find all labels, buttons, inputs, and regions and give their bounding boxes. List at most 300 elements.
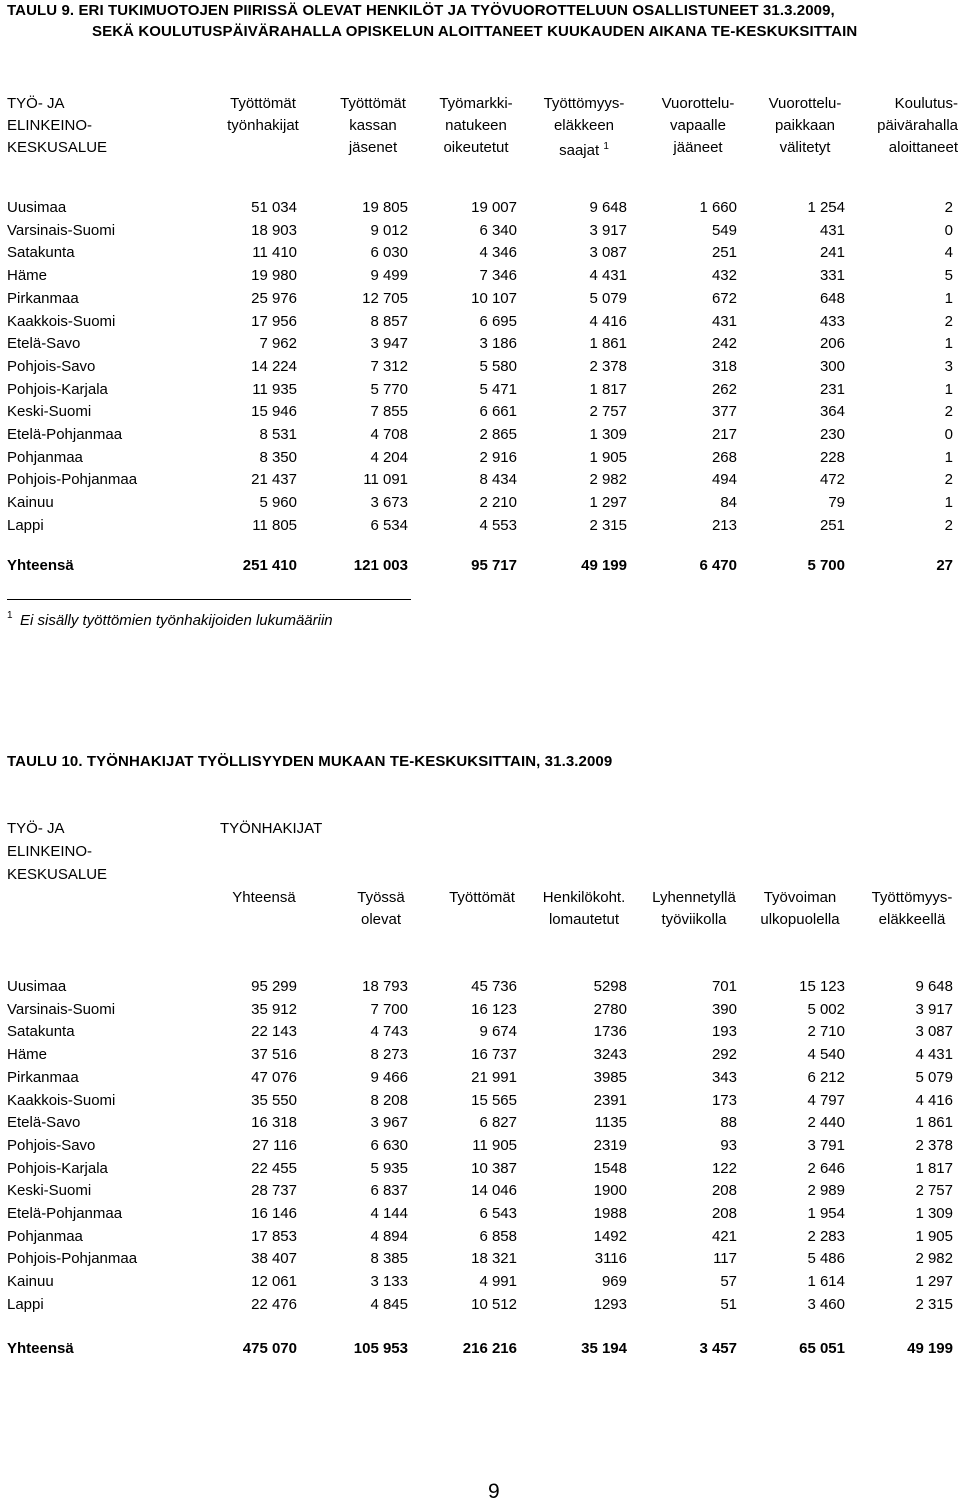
region-name: Yhteensä	[7, 1340, 74, 1357]
cell-col6: 1	[944, 381, 953, 398]
cell-col3: 1 309	[589, 426, 627, 443]
region-name: Pohjois-Karjala	[7, 1160, 108, 1177]
cell-col2: 6 340	[479, 222, 517, 239]
cell-col0: 8 531	[259, 426, 297, 443]
cell-col4: 1 660	[699, 199, 737, 216]
region-name: Etelä-Pohjanmaa	[7, 1205, 123, 1222]
t9-table-row	[0, 469, 960, 491]
region-name: Etelä-Savo	[7, 1114, 81, 1131]
cell-col2: 4 991	[479, 1273, 517, 1290]
cell-col5: 6 212	[807, 1069, 845, 1086]
t9-table-row	[0, 288, 960, 310]
cell-col1: 6 837	[370, 1182, 408, 1199]
cell-col0: 475 070	[242, 1340, 297, 1357]
t9-col2-header-line3: oikeutetut	[443, 139, 509, 156]
region-name: Uusimaa	[7, 199, 67, 216]
t10-table-row	[0, 1248, 960, 1270]
cell-col6: 0	[944, 222, 953, 239]
cell-col1: 4 743	[370, 1023, 408, 1040]
cell-col2: 6 827	[479, 1114, 517, 1131]
t9-table-row	[0, 401, 960, 423]
t10-table-row	[0, 1067, 960, 1089]
t10-table-row	[0, 1294, 960, 1316]
cell-col2: 7 346	[479, 267, 517, 284]
t10-col1-header-line2: olevat	[360, 911, 402, 928]
region-name: Kainuu	[7, 494, 54, 511]
cell-col1: 3 967	[370, 1114, 408, 1131]
cell-col4: 268	[711, 449, 737, 466]
cell-col6: 4	[944, 244, 953, 261]
cell-col3: 2391	[593, 1092, 627, 1109]
cell-col6: 2 757	[915, 1182, 953, 1199]
cell-col3: 1988	[593, 1205, 627, 1222]
t9-table-row	[0, 356, 960, 378]
cell-col5: 1 954	[807, 1205, 845, 1222]
cell-col4: 343	[711, 1069, 737, 1086]
cell-col3: 1 297	[589, 494, 627, 511]
cell-col4: 262	[711, 381, 737, 398]
cell-col0: 19 980	[251, 267, 297, 284]
cell-col6: 2 378	[915, 1137, 953, 1154]
t9-col1-header-line3: jäsenet	[348, 139, 398, 156]
region-name: Keski-Suomi	[7, 1182, 92, 1199]
cell-col4: 432	[711, 267, 737, 284]
cell-col2: 11 905	[472, 1137, 517, 1154]
cell-col5: 206	[819, 335, 845, 352]
t9-col1-header-line1: Työttömät	[340, 95, 406, 112]
region-name: Pirkanmaa	[7, 1069, 79, 1086]
cell-col5: 65 051	[799, 1340, 845, 1357]
cell-col2: 9 674	[479, 1023, 517, 1040]
cell-col3: 969	[601, 1273, 627, 1290]
cell-col2: 8 434	[479, 471, 517, 488]
cell-col6: 1	[944, 494, 953, 511]
t10-table-row	[0, 1180, 960, 1202]
region-name: Yhteensä	[7, 557, 74, 574]
cell-col2: 10 512	[471, 1296, 517, 1313]
cell-col1: 4 894	[370, 1228, 408, 1245]
cell-col5: 5 700	[807, 557, 845, 574]
t10-col4-header-line2: työviikolla	[661, 911, 727, 928]
t9-col3-header-line1: Työttömyys-	[543, 95, 625, 112]
cell-col0: 12 061	[251, 1273, 297, 1290]
cell-col6: 0	[944, 426, 953, 443]
cell-col6: 2	[944, 403, 953, 420]
cell-col3: 1736	[593, 1023, 627, 1040]
t10-table-row	[0, 1021, 960, 1043]
t10-col2-header-line1: Työttömät	[449, 889, 515, 906]
cell-col0: 21 437	[251, 471, 297, 488]
region-name: Etelä-Pohjanmaa	[7, 426, 123, 443]
cell-col2: 95 717	[471, 557, 517, 574]
cell-col4: 208	[711, 1182, 737, 1199]
cell-col3: 4 431	[589, 267, 627, 284]
t9-table-row	[0, 265, 960, 287]
cell-col4: 421	[711, 1228, 737, 1245]
t9-table-row	[0, 242, 960, 264]
cell-col6: 1 309	[915, 1205, 953, 1222]
cell-col3: 2 982	[589, 471, 627, 488]
cell-col1: 105 953	[353, 1340, 408, 1357]
cell-col5: 648	[819, 290, 845, 307]
t10-table-row	[0, 1090, 960, 1112]
region-name: Pohjois-Pohjanmaa	[7, 1250, 138, 1267]
t10-region-header-line2: ELINKEINO-	[7, 843, 93, 860]
cell-col4: 431	[711, 313, 737, 330]
cell-col5: 5 002	[807, 1001, 845, 1018]
region-name: Pohjanmaa	[7, 449, 83, 466]
cell-col4: 377	[711, 403, 737, 420]
cell-col1: 8 385	[370, 1250, 408, 1267]
cell-col6: 1 297	[915, 1273, 953, 1290]
cell-col3: 1548	[593, 1160, 627, 1177]
cell-col5: 2 989	[807, 1182, 845, 1199]
cell-col0: 251 410	[242, 557, 297, 574]
t10-table-row	[0, 1135, 960, 1157]
cell-col1: 5 935	[370, 1160, 408, 1177]
cell-col3: 1135	[594, 1114, 627, 1131]
cell-col1: 5 770	[370, 381, 408, 398]
cell-col6: 3 917	[915, 1001, 953, 1018]
cell-col4: 390	[711, 1001, 737, 1018]
region-name: Pohjois-Pohjanmaa	[7, 471, 138, 488]
cell-col2: 6 858	[479, 1228, 517, 1245]
t9-table-row	[0, 424, 960, 446]
cell-col4: 549	[711, 222, 737, 239]
t9-col6-header-line3: aloittaneet	[888, 139, 958, 156]
cell-col0: 51 034	[251, 199, 297, 216]
t9-col2-header-line2: natukeen	[445, 117, 507, 134]
cell-col3: 35 194	[581, 1340, 627, 1357]
cell-col2: 5 580	[479, 358, 517, 375]
cell-col4: 701	[711, 978, 737, 995]
t9-col0-header-line1: Työttömät	[230, 95, 296, 112]
cell-col2: 21 991	[471, 1069, 517, 1086]
footnote-ref: 1	[603, 141, 609, 152]
t10-col4-header-line1: Lyhennetyllä	[652, 889, 736, 906]
t10-col5-header-line2: ulkopuolella	[760, 911, 840, 928]
cell-col3: 1 905	[589, 449, 627, 466]
cell-col4: 6 470	[699, 557, 737, 574]
cell-col4: 88	[720, 1114, 737, 1131]
cell-col1: 9 499	[370, 267, 408, 284]
cell-col4: 3 457	[699, 1340, 737, 1357]
cell-col3: 2780	[593, 1001, 627, 1018]
t10-total-row	[0, 1338, 960, 1360]
cell-col6: 1 905	[915, 1228, 953, 1245]
cell-col3: 3243	[593, 1046, 627, 1063]
region-name: Pohjanmaa	[7, 1228, 83, 1245]
cell-col5: 2 440	[807, 1114, 845, 1131]
cell-col5: 241	[819, 244, 845, 261]
t10-col0-header-line1: Yhteensä	[232, 889, 296, 906]
t9-col2-header-line1: Työmarkki-	[439, 95, 513, 112]
cell-col1: 19 805	[362, 199, 408, 216]
footnote-marker: 1	[7, 610, 13, 621]
cell-col1: 6 030	[370, 244, 408, 261]
cell-col3: 2 378	[589, 358, 627, 375]
cell-col0: 22 143	[251, 1023, 297, 1040]
cell-col5: 3 460	[807, 1296, 845, 1313]
cell-col3: 1492	[593, 1228, 627, 1245]
cell-col4: 292	[711, 1046, 737, 1063]
cell-col0: 16 146	[251, 1205, 297, 1222]
cell-col3: 1293	[593, 1296, 627, 1313]
cell-col6: 49 199	[907, 1340, 953, 1357]
cell-col1: 7 855	[370, 403, 408, 420]
t10-col6-header-line1: Työttömyys-	[871, 889, 953, 906]
cell-col0: 25 976	[251, 290, 297, 307]
table9-title-line2: SEKÄ KOULUTUSPÄIVÄRAHALLA OPISKELUN ALOITTANEET KUUKAUDEN AIKANA TE-KESKUKSITTAIN	[92, 23, 858, 40]
cell-col2: 5 471	[479, 381, 517, 398]
cell-col6: 2 315	[915, 1296, 953, 1313]
cell-col0: 22 455	[251, 1160, 297, 1177]
cell-col0: 11 805	[252, 517, 297, 534]
cell-col6: 9 648	[915, 978, 953, 995]
cell-col6: 3	[944, 358, 953, 375]
t9-table-row	[0, 197, 960, 219]
t9-col6-header-line2: päivärahalla	[877, 117, 958, 134]
cell-col0: 15 946	[251, 403, 297, 420]
cell-col6: 1	[944, 335, 953, 352]
cell-col3: 2319	[593, 1137, 627, 1154]
t9-col0-header-line2: työnhakijat	[227, 117, 299, 134]
region-header-line2: ELINKEINO-	[7, 117, 93, 134]
cell-col3: 1900	[593, 1182, 627, 1199]
cell-col5: 300	[819, 358, 845, 375]
cell-col6: 1 861	[915, 1114, 953, 1131]
cell-col4: 173	[711, 1092, 737, 1109]
cell-col0: 11 410	[252, 244, 297, 261]
cell-col5: 2 646	[807, 1160, 845, 1177]
cell-col1: 12 705	[362, 290, 408, 307]
table9-title-line1: TAULU 9. ERI TUKIMUOTOJEN PIIRISSÄ OLEVAT HENKILÖT JA TYÖVUOROTTELUUN OSALLISTUNEET 31.3.2009,	[7, 2, 835, 19]
cell-col2: 16 737	[471, 1046, 517, 1063]
cell-col3: 3985	[593, 1069, 627, 1086]
cell-col4: 672	[711, 290, 737, 307]
cell-col2: 4 346	[479, 244, 517, 261]
cell-col1: 18 793	[362, 978, 408, 995]
cell-col6: 3 087	[915, 1023, 953, 1040]
cell-col6: 5 079	[915, 1069, 953, 1086]
t9-table-row	[0, 515, 960, 537]
cell-col3: 2 757	[589, 403, 627, 420]
cell-col5: 431	[819, 222, 845, 239]
cell-col1: 6 534	[370, 517, 408, 534]
cell-col3: 9 648	[589, 199, 627, 216]
cell-col2: 3 186	[479, 335, 517, 352]
cell-col6: 4 431	[915, 1046, 953, 1063]
cell-col0: 35 550	[251, 1092, 297, 1109]
cell-col3: 5 079	[589, 290, 627, 307]
t10-table-row	[0, 1271, 960, 1293]
cell-col4: 213	[711, 517, 737, 534]
t9-col6-header-line1: Koulutus-	[894, 95, 958, 112]
cell-col1: 9 012	[370, 222, 408, 239]
t9-col1-header-line2: kassan	[349, 117, 397, 134]
cell-col2: 6 543	[479, 1205, 517, 1222]
cell-col2: 10 387	[471, 1160, 517, 1177]
region-header-line1: TYÖ- JA	[7, 95, 65, 112]
region-name: Pohjois-Savo	[7, 1137, 96, 1154]
cell-col0: 28 737	[251, 1182, 297, 1199]
t9-col3-header-line3: saajat $^1$	[559, 141, 609, 159]
region-name: Häme	[7, 267, 48, 284]
region-name: Varsinais-Suomi	[7, 222, 116, 239]
cell-col6: 4 416	[915, 1092, 953, 1109]
region-name: Uusimaa	[7, 978, 67, 995]
cell-col4: 251	[711, 244, 737, 261]
cell-col5: 364	[819, 403, 845, 420]
t10-group-header: TYÖNHAKIJAT	[220, 820, 323, 837]
cell-col0: 38 407	[251, 1250, 297, 1267]
cell-col0: 17 956	[251, 313, 297, 330]
region-name: Pirkanmaa	[7, 290, 79, 307]
cell-col2: 14 046	[471, 1182, 517, 1199]
cell-col2: 15 565	[471, 1092, 517, 1109]
cell-col5: 4 797	[807, 1092, 845, 1109]
cell-col2: 18 321	[471, 1250, 517, 1267]
cell-col4: 57	[720, 1273, 737, 1290]
cell-col4: 122	[711, 1160, 737, 1177]
region-header-line3: KESKUSALUE	[7, 139, 108, 156]
cell-col0: 37 516	[251, 1046, 297, 1063]
cell-col2: 4 553	[479, 517, 517, 534]
cell-col4: 494	[711, 471, 737, 488]
cell-col6: 1	[944, 290, 953, 307]
cell-col0: 22 476	[251, 1296, 297, 1313]
cell-col5: 2 710	[807, 1023, 845, 1040]
cell-col2: 2 865	[479, 426, 517, 443]
cell-col6: 2	[944, 313, 953, 330]
cell-col0: 47 076	[251, 1069, 297, 1086]
cell-col3: 1 817	[589, 381, 627, 398]
t10-col3-header-line2: lomautetut	[548, 911, 620, 928]
cell-col4: 217	[711, 426, 737, 443]
region-name: Lappi	[7, 517, 44, 534]
cell-col6: 27	[936, 557, 953, 574]
t10-table-row	[0, 1112, 960, 1134]
cell-col4: 117	[713, 1250, 737, 1267]
t10-region-header-line3: KESKUSALUE	[7, 866, 108, 883]
cell-col5: 2 283	[807, 1228, 845, 1245]
cell-col5: 472	[819, 471, 845, 488]
t9-col5-header-line3: välitetyt	[779, 139, 831, 156]
t9-col3-header-line2: eläkkeen	[553, 117, 615, 134]
page-number: 9	[488, 1480, 500, 1503]
cell-col5: 79	[828, 494, 845, 511]
cell-col0: 27 116	[252, 1137, 297, 1154]
cell-col0: 8 350	[259, 449, 297, 466]
t9-table-row	[0, 379, 960, 401]
cell-col2: 19 007	[471, 199, 517, 216]
cell-col2: 6 695	[479, 313, 517, 330]
cell-col5: 231	[819, 381, 845, 398]
cell-col0: 7 962	[259, 335, 297, 352]
cell-col0: 11 935	[252, 381, 297, 398]
t9-col4-header-line1: Vuorottelu-	[661, 95, 735, 112]
t10-table-row	[0, 1203, 960, 1225]
cell-col4: 242	[711, 335, 737, 352]
cell-col0: 17 853	[251, 1228, 297, 1245]
cell-col3: 3 917	[589, 222, 627, 239]
t9-col4-header-line2: vapaalle	[670, 117, 726, 134]
cell-col5: 1 614	[807, 1273, 845, 1290]
cell-col5: 15 123	[799, 978, 845, 995]
cell-col5: 5 486	[807, 1250, 845, 1267]
cell-col4: 208	[711, 1205, 737, 1222]
t10-table-row	[0, 1226, 960, 1248]
region-name: Pohjois-Savo	[7, 358, 96, 375]
t9-col4-header-line3: jääneet	[673, 139, 723, 156]
cell-col1: 8 857	[370, 313, 408, 330]
cell-col5: 4 540	[807, 1046, 845, 1063]
cell-col0: 18 903	[251, 222, 297, 239]
cell-col1: 4 845	[370, 1296, 408, 1313]
cell-col3: 3 087	[589, 244, 627, 261]
cell-col4: 193	[711, 1023, 737, 1040]
t10-region-header-line1: TYÖ- JA	[7, 820, 65, 837]
region-name: Satakunta	[7, 244, 75, 261]
cell-col1: 11 091	[363, 471, 408, 488]
region-name: Pohjois-Karjala	[7, 381, 108, 398]
cell-col6: 1 817	[915, 1160, 953, 1177]
region-name: Satakunta	[7, 1023, 75, 1040]
cell-col3: 4 416	[589, 313, 627, 330]
table10-title: TAULU 10. TYÖNHAKIJAT TYÖLLISYYDEN MUKAAN TE-KESKUKSITTAIN, 31.3.2009	[7, 753, 613, 770]
cell-col4: 318	[711, 358, 737, 375]
t10-table-row	[0, 976, 960, 998]
footnote-divider	[7, 599, 411, 600]
cell-col1: 3 673	[370, 494, 408, 511]
t9-total-row	[0, 555, 960, 577]
cell-col3: 1 861	[589, 335, 627, 352]
cell-col1: 3 133	[370, 1273, 408, 1290]
cell-col5: 228	[819, 449, 845, 466]
cell-col2: 2 210	[479, 494, 517, 511]
region-name: Kaakkois-Suomi	[7, 1092, 116, 1109]
cell-col5: 1 254	[807, 199, 845, 216]
cell-col1: 9 466	[370, 1069, 408, 1086]
cell-col6: 2	[944, 471, 953, 488]
cell-col5: 251	[819, 517, 845, 534]
cell-col4: 93	[720, 1137, 737, 1154]
cell-col2: 45 736	[471, 978, 517, 995]
cell-col1: 4 144	[370, 1205, 408, 1222]
t10-table-row	[0, 1044, 960, 1066]
cell-col0: 16 318	[251, 1114, 297, 1131]
cell-col0: 14 224	[251, 358, 297, 375]
cell-col1: 7 312	[370, 358, 408, 375]
cell-col5: 230	[819, 426, 845, 443]
cell-col2: 16 123	[471, 1001, 517, 1018]
cell-col1: 8 273	[370, 1046, 408, 1063]
region-name: Häme	[7, 1046, 48, 1063]
cell-col6: 2	[944, 517, 953, 534]
cell-col1: 4 204	[370, 449, 408, 466]
cell-col6: 5	[944, 267, 953, 284]
cell-col5: 331	[819, 267, 845, 284]
cell-col0: 5 960	[259, 494, 297, 511]
cell-col5: 433	[819, 313, 845, 330]
cell-col5: 3 791	[807, 1137, 845, 1154]
cell-col2: 10 107	[471, 290, 517, 307]
cell-col1: 6 630	[370, 1137, 408, 1154]
region-name: Kainuu	[7, 1273, 54, 1290]
cell-col3: 5298	[593, 978, 627, 995]
cell-col1: 4 708	[370, 426, 408, 443]
region-name: Keski-Suomi	[7, 403, 92, 420]
